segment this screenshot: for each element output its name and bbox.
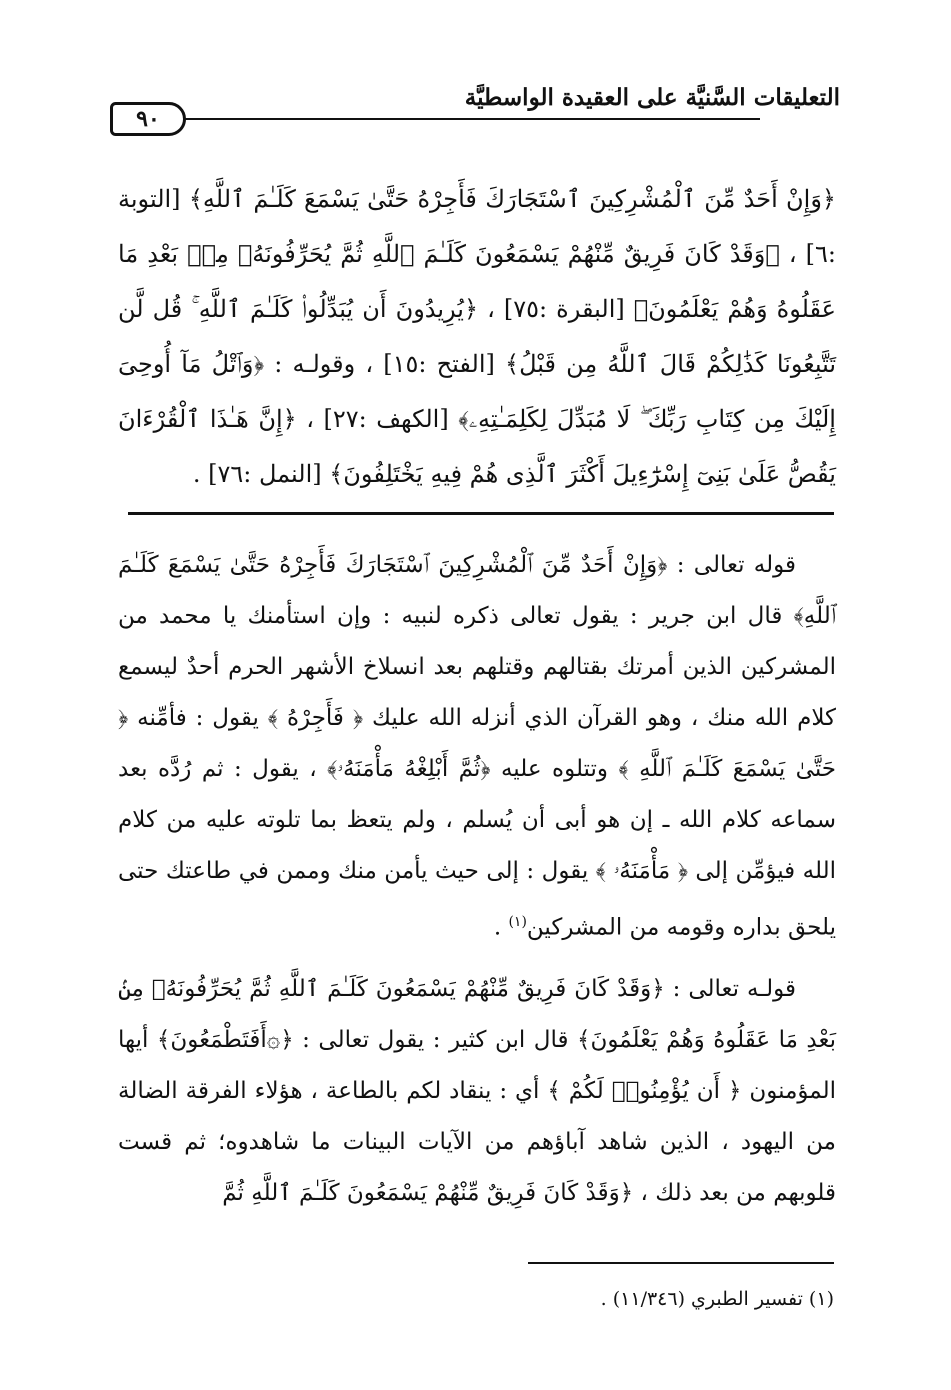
header-rule xyxy=(110,118,760,120)
running-title: التعليقات السَّنيَّة على العقيدة الواسطيَّة xyxy=(464,84,840,111)
section-divider xyxy=(128,512,834,515)
footnote-reference[interactable]: (١) xyxy=(508,914,527,930)
page-header xyxy=(110,78,840,138)
commentary-paragraph: قولـه تعالى : ﴿وَقَدْ كَانَ فَرِيقٌ مِّنْهُمْ يَسْمَعُونَ كَلَـٰمَ ٱللَّهِ ثُمَّ يُحَرِّفُونَهُۥ مِنۢ بَعْدِ مَا عَقَلُوهُ وَهُمْ يَعْلَمُونَ﴾ قال ابن كثير : يقول تعالى : ﴿۞أَفَتَطْمَعُونَ﴾ أيها المؤمنون ﴿ أَن يُؤْمِنُوا۟ لَكُمْ ﴾ أي : ينقاد لكم بالطاعة ، هؤلاء الفرقة الضالة من اليهود ، الذين شاهد آباؤهم من الآيات البينات ما شاهدوه؛ ثم قست قلوبهم من بعد ذلك ، ﴿وَقَدْ كَانَ فَرِيقٌ مِّنْهُمْ يَسْمَعُونَ كَلَـٰمَ ٱللَّهِ ثُمَّ xyxy=(118,975,836,1206)
footnote: (١) تفسير الطبري (١١/٣٤٦) . xyxy=(600,1288,834,1310)
page-number-badge xyxy=(110,102,186,136)
paragraph-end: . xyxy=(493,914,509,941)
commentary-paragraph xyxy=(118,540,836,954)
footnote-rule xyxy=(528,1262,834,1264)
commentary-body xyxy=(118,540,836,1229)
page-number: ٩٠ xyxy=(136,106,160,132)
paragraph-text: قوله تعالى : ﴿وَإِنْ أَحَدٌ مِّنَ ٱلْمُشْرِكِينَ ٱسْتَجَارَكَ فَأَجِرْهُ حَتَّىٰ يَسْمَعَ كَلَـٰمَ ٱللَّهِ﴾ قال ابن جرير : يقول تعالى ذكره لنبيه : وإن استأمنك يا محمد من المشركين الذين أمرتك بقتالهم وقتلهم بعد انسلاخ الأشهر الحرم أحدٌ ليسمع كلام الله منك ، وهو القرآن الذي أنزله الله عليك ﴿ فَأَجِرْهُ ﴾ يقول : فأمِّنه ﴿ حَتَّىٰ يَسْمَعَ كَلَـٰمَ ٱللَّهِ ﴾ وتتلوه عليه ﴿ثُمَّ أَبْلِغْهُ مَأْمَنَهُۥ﴾ ، يقول : ثم رُدَّه بعد سماعه كلام الله ـ إن هو أبى أن يُسلم ، ولم يتعظ بما تلوته عليه من كلام الله فيؤمِّن إلى ﴿ مَأْمَنَهُۥ ﴾ يقول : إلى حيث يأمن منك وممن في طاعتك حتى يلحق بداره وقومه من المشركين xyxy=(118,552,836,941)
quran-verses-block: ﴿وَإِنْ أَحَدٌ مِّنَ ٱلْمُشْرِكِينَ ٱسْتَجَارَكَ فَأَجِرْهُ حَتَّىٰ يَسْمَعَ كَلَـٰمَ ٱللَّهِ﴾ [التوبة :٦] ، ﴿وَقَدْ كَانَ فَرِيقٌ مِّنْهُمْ يَسْمَعُونَ كَلَـٰمَ ٱللَّهِ ثُمَّ يُحَرِّفُونَهُۥ مِنۢ بَعْدِ مَا عَقَلُوهُ وَهُمْ يَعْلَمُونَ﴾ [البقرة :٧٥] ، ﴿يُرِيدُونَ أَن يُبَدِّلُوا۟ كَلَـٰمَ ٱللَّهِ ۚ قُل لَّن تَتَّبِعُونَا كَذَٰلِكُمْ قَالَ ٱللَّهُ مِن قَبْلُ﴾ [الفتح :١٥] ، وقولـه : ﴿وَٱتْلُ مَآ أُوحِىَ إِلَيْكَ مِن كِتَابِ رَبِّكَ ۖ لَا مُبَدِّلَ لِكَلِمَـٰتِهِۦ﴾ [الكهف :٢٧] ، ﴿إِنَّ هَـٰذَا ٱلْقُرْءَانَ يَقُصُّ عَلَىٰ بَنِىٓ إِسْرَٰٓءِيلَ أَكْثَرَ ٱلَّذِى هُمْ فِيهِ يَخْتَلِفُونَ﴾ [النمل :٧٦] . xyxy=(118,185,836,488)
